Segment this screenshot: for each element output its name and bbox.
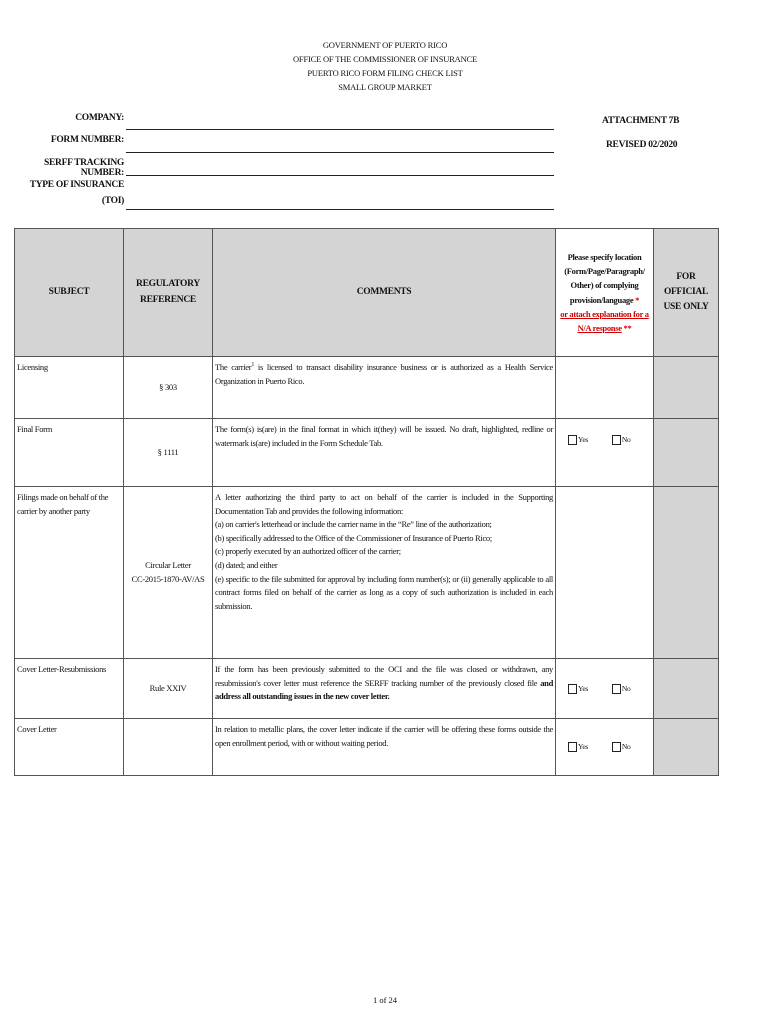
- row-subject: Licensing: [15, 357, 124, 419]
- row-subject: Final Form: [15, 419, 124, 487]
- row-official-cell: [654, 719, 719, 776]
- location-header-line-3: Other) of complying: [570, 280, 639, 291]
- toi-label-line-1: TYPE OF INSURANCE: [29, 180, 124, 190]
- regulatory-header-line-1: REGULATORY: [136, 279, 200, 290]
- row-comment-text-2: is licensed to transact disability insurance business or is authorized as a Health Service Organization in Puerto Rico.: [215, 362, 553, 386]
- row-subject: Cover Letter: [15, 719, 124, 776]
- row-official-cell: [654, 357, 719, 419]
- row-official-cell: [654, 419, 719, 487]
- row-reference-line-1: Circular Letter: [145, 559, 191, 570]
- row-comment-c: (c) properly executed by an authorized officer of the carrier;: [215, 546, 401, 557]
- row-official-cell: [654, 487, 719, 659]
- row-subject-line-1: Filings made on behalf of the: [17, 492, 109, 502]
- no-checkbox[interactable]: [612, 684, 621, 694]
- row-yes-no: [556, 419, 654, 487]
- table-row: [15, 487, 719, 659]
- official-use-header: [654, 229, 719, 357]
- row-location-cell[interactable]: [556, 487, 654, 659]
- official-header-line-2: USE ONLY: [663, 302, 709, 313]
- row-subject-line-2: carrier by another party: [17, 505, 90, 516]
- header-line-2: OFFICE OF THE COMMISSIONER OF INSURANCE: [292, 54, 478, 64]
- row-official-cell: [654, 659, 719, 719]
- location-header-line-4: provision/language: [569, 294, 634, 305]
- row-comment: [213, 659, 556, 719]
- row-comment-b: (b) specifically addressed to the Office of the Commissioner of Insurance of Puerto Rico;: [215, 532, 492, 543]
- row-subject: Cover Letter-Resubmissions: [15, 659, 124, 719]
- row-comment: The form(s) is(are) in the final format in which it(they) will be issued. No draft, highlighted, redline or watermark is(are) included in the Form Schedule Tab.: [213, 419, 556, 487]
- row-comment-text: The carrier: [215, 362, 252, 372]
- comments-header: COMMENTS: [213, 229, 556, 357]
- table-row: [15, 357, 719, 419]
- toi-label-line-2: (TOI): [101, 196, 124, 206]
- serff-field[interactable]: [126, 175, 554, 176]
- company-field[interactable]: [126, 129, 554, 130]
- regulatory-reference-header: [124, 229, 213, 357]
- row-yes-no: [556, 659, 654, 719]
- yes-checkbox[interactable]: [568, 742, 577, 752]
- row-comment-text: If the form has been previously submitted to the OCI and the file was closed or withdrawn, any resubmission's cover letter must reference the SERFF tracking number of the previously closed file: [215, 664, 553, 688]
- location-star: *: [635, 294, 640, 305]
- no-label: No: [621, 742, 631, 752]
- official-header-line-1: FOR OFFICIAL: [663, 271, 709, 297]
- row-comment-e: (e) specific to the file submitted for approval by including form number(s); or (ii) generally applicable to all contract forms filed on behalf of the carrier as long as a copy of such authorization is included in each submission.: [215, 573, 553, 611]
- toi-field[interactable]: [126, 209, 554, 210]
- row-comment: [213, 487, 556, 659]
- table-header-row: [15, 229, 719, 357]
- attachment-label: ATTACHMENT 7B: [602, 116, 680, 126]
- row-reference: Rule XXIV: [124, 659, 213, 719]
- table-row: [15, 419, 719, 487]
- regulatory-header-line-2: REFERENCE: [140, 294, 196, 305]
- location-header-red-2: N/A response: [577, 322, 622, 333]
- row-reference: [124, 487, 213, 659]
- row-comment: In relation to metallic plans, the cover letter indicate if the carrier will be offering these forms outside the open enrollment period, with or without waiting period.: [213, 719, 556, 776]
- row-comment-d: (d) dated; and either: [215, 559, 278, 570]
- header-line-1: GOVERNMENT OF PUERTO RICO: [322, 40, 448, 50]
- row-comment-bold: and address all outstanding issues in the new cover letter.: [215, 677, 553, 702]
- yes-checkbox[interactable]: [568, 435, 577, 445]
- row-subject: [15, 487, 124, 659]
- row-yes-no: [556, 719, 654, 776]
- no-label: No: [621, 435, 631, 444]
- row-reference: § 1111: [124, 419, 213, 487]
- company-label: COMPANY:: [75, 113, 124, 123]
- footnote-marker: 1: [251, 362, 255, 369]
- no-checkbox[interactable]: [612, 435, 621, 445]
- yes-label: Yes: [578, 742, 589, 752]
- location-stars: **: [623, 322, 632, 333]
- page-number: 1 of 24: [372, 995, 398, 1005]
- row-comment: [213, 357, 556, 419]
- yes-label: Yes: [578, 435, 589, 444]
- row-reference-line-2: CC-2015-1870-AV/AS: [131, 573, 205, 584]
- subject-header: SUBJECT: [15, 229, 124, 357]
- table-row: [15, 719, 719, 776]
- revised-label: REVISED 02/2020: [606, 140, 678, 150]
- row-comment-intro: A letter authorizing the third party to act on behalf of the carrier is included in the Supporting Documentation Tab and provides the following information:: [215, 492, 553, 516]
- row-location-cell[interactable]: [556, 357, 654, 419]
- header-line-4: SMALL GROUP MARKET: [338, 82, 432, 92]
- location-header-line-2: (Form/Page/Paragraph/: [564, 266, 645, 277]
- form-number-label: FORM NUMBER:: [50, 135, 124, 145]
- yes-label: Yes: [578, 683, 589, 693]
- location-header: [556, 229, 654, 357]
- table-row: [15, 659, 719, 719]
- row-reference: [124, 719, 213, 776]
- location-header-line-1: Please specify location: [567, 252, 642, 263]
- row-comment-a: (a) on carrier's letterhead or include the carrier name in the “Re” line of the authorization;: [215, 519, 492, 530]
- serff-label: SERFF TRACKING NUMBER:: [44, 158, 124, 178]
- location-header-red-1: or attach explanation for a: [560, 308, 649, 319]
- no-label: No: [621, 683, 631, 693]
- yes-checkbox[interactable]: [568, 684, 577, 694]
- form-number-field[interactable]: [126, 152, 554, 153]
- checklist-table: [14, 228, 719, 776]
- no-checkbox[interactable]: [612, 742, 621, 752]
- row-reference: § 303: [124, 357, 213, 419]
- header-line-3: PUERTO RICO FORM FILING CHECK LIST: [307, 68, 463, 78]
